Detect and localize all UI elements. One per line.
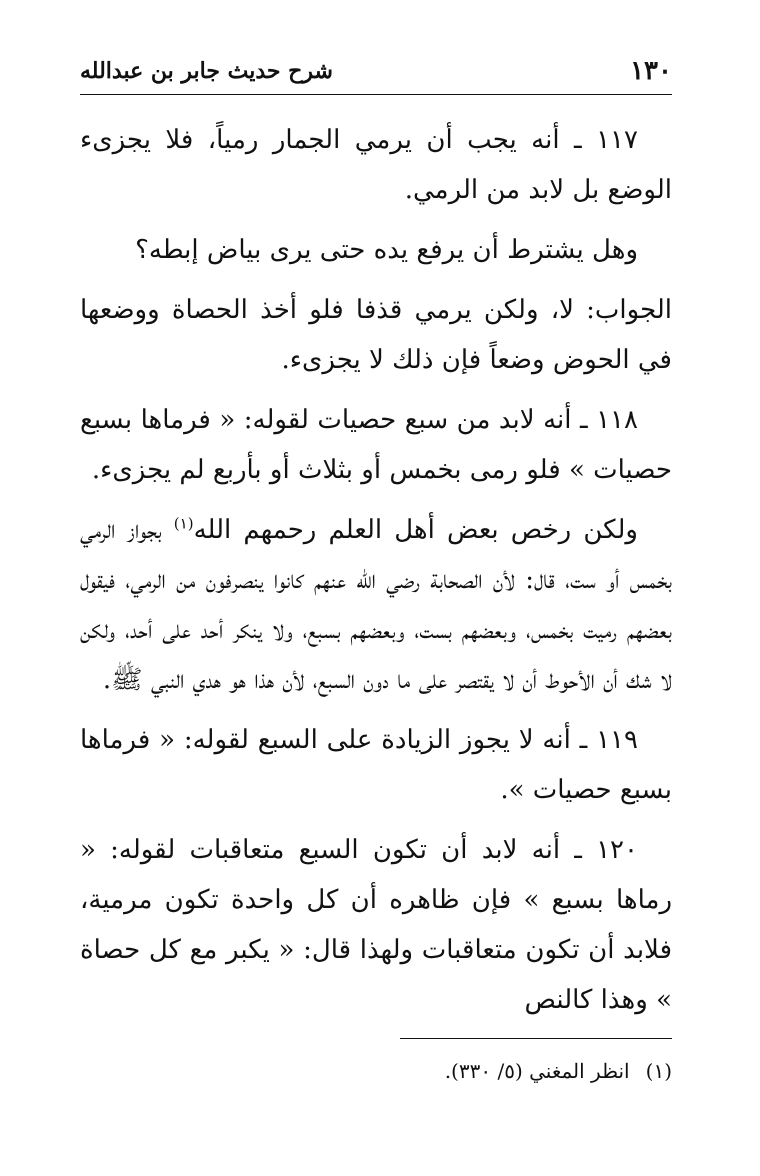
paragraph-concession-start: ولكن رخص بعض أهل العلم رحمهم الله — [193, 515, 638, 545]
paragraph-question: وهل يشترط أن يرفع يده حتى يرى بياض إبطه؟ — [135, 235, 638, 265]
footnote-reference[interactable]: (١) — [173, 514, 194, 533]
document-page — [80, 50, 672, 1150]
paragraph-answer: الجواب: لا، ولكن يرمي قذفا فلو أخذ الحصاة ووضعها في الحوض وضعاً فإن ذلك لا يجزىء. — [80, 295, 672, 375]
running-title: شرح حديث جابر بن عبدالله — [80, 58, 333, 84]
paragraph-119: ١١٩ ـ أنه لا يجوز الزيادة على السبع لقوله: « فرماها بسبع حصيات ». — [80, 725, 672, 805]
footnote — [445, 1054, 672, 1088]
footnote-divider — [400, 1038, 672, 1039]
page-body — [80, 115, 672, 1025]
paragraph-120: ١٢٠ ـ أنه لابد أن تكون السبع متعاقبات لقوله: « رماها بسبع » فإن ظاهره أن كل واحدة تكون مرمية، فلابد أن تكون متعاقبات ولهذا قال: « يكبر مع كل حصاة » وهذا كالنص — [80, 835, 672, 1015]
footnote-marker: (١) — [645, 1059, 672, 1083]
footnote-text: انظر المغني (٥/ ٣٣٠). — [444, 1059, 630, 1083]
paragraph-concession-rest: بجواز الرمي بخمس أو ست، قال: لأن الصحابة رضي الله عنهم كانوا ينصرفون من الرمي، فيقول بعضهم رميت بخمس، وبعضهم بست، وبعضهم بسبع، ولا ينكر أحد على أحد، ولكن لا شك أن الأحوط أن لا يقتصر على ما دون السبع، لأن هذا هو هدي النبي ﷺ. — [80, 515, 672, 695]
paragraph-concession — [80, 505, 672, 705]
page-number: ١٣٠ — [630, 56, 672, 86]
paragraph-117: ١١٧ ـ أنه يجب أن يرمي الجمار رمياً، فلا يجزىء الوضع بل لابد من الرمي. — [80, 125, 672, 205]
page-header — [80, 50, 672, 95]
paragraph-118: ١١٨ ـ أنه لابد من سبع حصيات لقوله: « فرماها بسبع حصيات » فلو رمى بخمس أو بثلاث أو بأربع لم يجزىء. — [80, 405, 672, 485]
